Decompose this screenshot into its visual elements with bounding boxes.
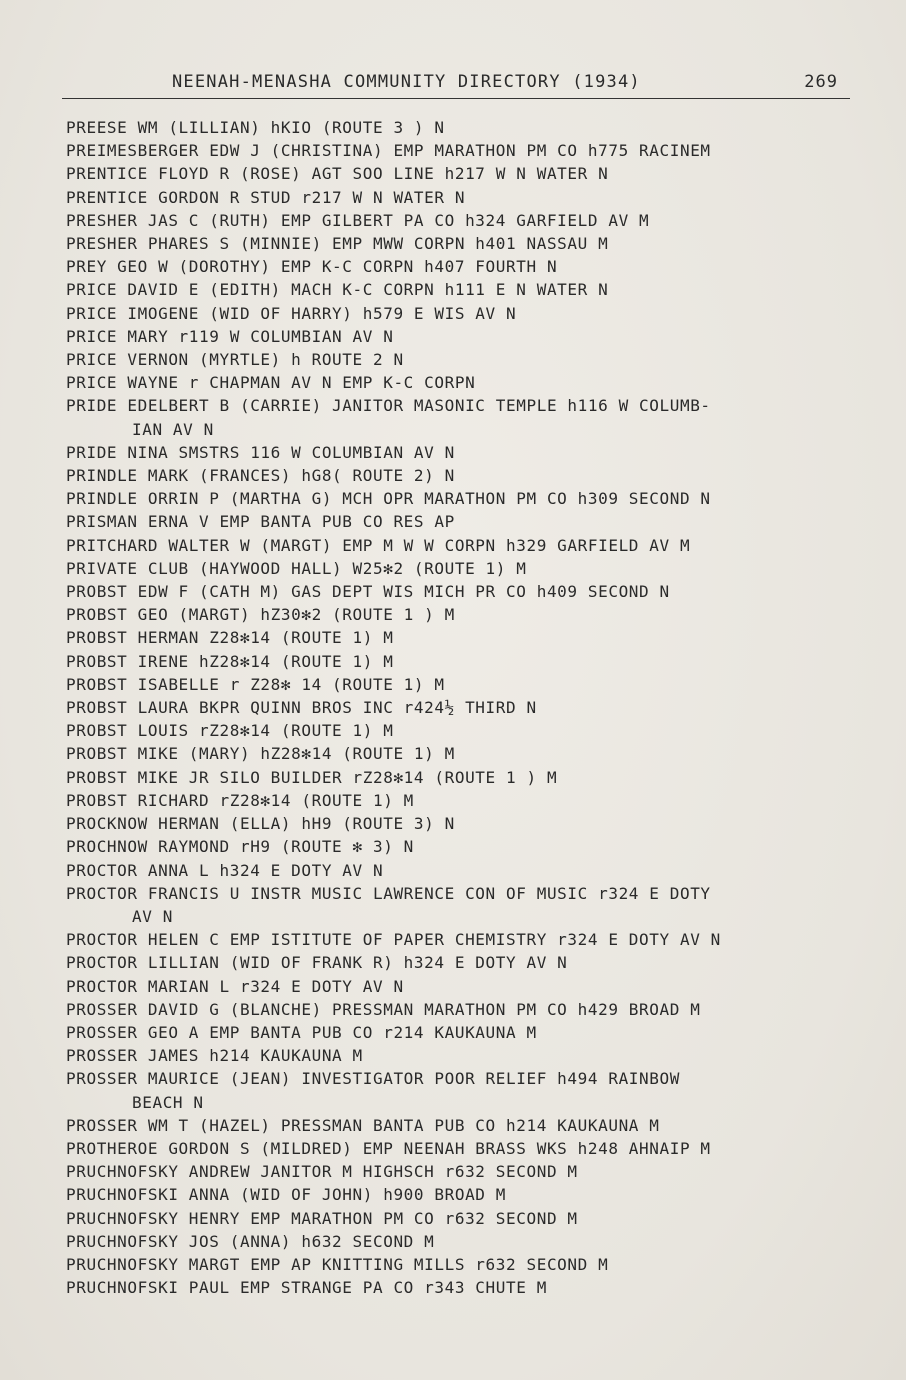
directory-entry: PROCKNOW HERMAN (ELLA) hH9 (ROUTE 3) N	[66, 814, 455, 834]
directory-entry: PROBST MIKE JR SILO BUILDER rZ28✻14 (ROUTE 1 ) M	[66, 767, 558, 787]
directory-entry: PRUCHNOFSKI ANNA (WID OF JOHN) h900 BROAD M	[66, 1185, 507, 1205]
directory-entry: PRINDLE ORRIN P (MARTHA G) MCH OPR MARATHON PM CO h309 SECOND N	[66, 489, 711, 509]
header-title: NEENAH-MENASHA COMMUNITY DIRECTORY (1934)	[172, 72, 641, 92]
directory-entry: PROSSER WM T (HAZEL) PRESSMAN BANTA PUB CO h214 KAUKAUNA M	[66, 1115, 660, 1135]
directory-entry: PROBST EDW F (CATH M) GAS DEPT WIS MICH PR CO h409 SECOND N	[66, 582, 670, 602]
directory-entry: PRICE WAYNE r CHAPMAN AV N EMP K-C CORPN	[66, 373, 476, 393]
directory-entry: PRUCHNOFSKY JOS (ANNA) h632 SECOND M	[66, 1231, 435, 1251]
directory-entry: PRUCHNOFSKY MARGT EMP AP KNITTING MILLS r632 SECOND M	[66, 1254, 609, 1274]
directory-entry: PROBST MIKE (MARY) hZ28✻14 (ROUTE 1) M	[66, 744, 455, 764]
directory-entry: PRESHER PHARES S (MINNIE) EMP MWW CORPN h401 NASSAU M	[66, 234, 609, 254]
directory-entry: PREIMESBERGER EDW J (CHRISTINA) EMP MARATHON PM CO h775 RACINEM	[66, 141, 711, 161]
directory-entry: PRIDE NINA SMSTRS 116 W COLUMBIAN AV N	[66, 442, 455, 462]
directory-entry: PROSSER GEO A EMP BANTA PUB CO r214 KAUKAUNA M	[66, 1022, 537, 1042]
directory-entry-continuation: IAN AV N	[132, 419, 214, 439]
directory-entry: PROSSER MAURICE (JEAN) INVESTIGATOR POOR RELIEF h494 RAINBOW	[66, 1069, 680, 1089]
directory-entry: PREESE WM (LILLIAN) hKIO (ROUTE 3 ) N	[66, 118, 445, 137]
directory-entry: PROBST RICHARD rZ28✻14 (ROUTE 1) M	[66, 790, 414, 810]
page-header	[62, 70, 850, 99]
directory-entry: PRUCHNOFSKI PAUL EMP STRANGE PA CO r343 CHUTE M	[66, 1278, 547, 1298]
directory-entry: PROCTOR HELEN C EMP ISTITUTE OF PAPER CHEMISTRY r324 E DOTY AV N	[66, 930, 721, 950]
directory-entry: PRISMAN ERNA V EMP BANTA PUB CO RES AP	[66, 512, 455, 532]
page-number: 269	[804, 72, 838, 92]
directory-entry: PROBST IRENE hZ28✻14 (ROUTE 1) M	[66, 651, 394, 671]
directory-entry: PRUCHNOFSKY HENRY EMP MARATHON PM CO r632 SECOND M	[66, 1208, 578, 1228]
directory-entry: PRITCHARD WALTER W (MARGT) EMP M W W CORPN h329 GARFIELD AV M	[66, 535, 691, 555]
directory-entry-continuation: AV N	[132, 906, 173, 926]
directory-entry: PRINDLE MARK (FRANCES) hG8( ROUTE 2) N	[66, 466, 455, 486]
directory-entry: PROBST GEO (MARGT) hZ30✻2 (ROUTE 1 ) M	[66, 605, 455, 625]
directory-entry: PROCTOR ANNA L h324 E DOTY AV N	[66, 860, 384, 880]
directory-entry: PROBST ISABELLE r Z28✻ 14 (ROUTE 1) M	[66, 674, 445, 694]
directory-entry: PROCHNOW RAYMOND rH9 (ROUTE ✻ 3) N	[66, 837, 414, 857]
directory-entries	[66, 116, 866, 1299]
directory-entry: PROSSER JAMES h214 KAUKAUNA M	[66, 1046, 363, 1066]
directory-entry: PRIDE EDELBERT B (CARRIE) JANITOR MASONIC TEMPLE h116 W COLUMB-	[66, 396, 711, 416]
directory-entry: PROCTOR MARIAN L r324 E DOTY AV N	[66, 976, 404, 996]
directory-entry: PROSSER DAVID G (BLANCHE) PRESSMAN MARATHON PM CO h429 BROAD M	[66, 999, 701, 1019]
directory-entry: PROBST HERMAN Z28✻14 (ROUTE 1) M	[66, 628, 394, 648]
directory-entry: PRICE IMOGENE (WID OF HARRY) h579 E WIS AV N	[66, 303, 517, 323]
directory-entry: PROBST LAURA BKPR QUINN BROS INC r424½ THIRD N	[66, 698, 537, 718]
directory-entry: PRICE VERNON (MYRTLE) h ROUTE 2 N	[66, 350, 404, 370]
directory-entry: PROCTOR LILLIAN (WID OF FRANK R) h324 E DOTY AV N	[66, 953, 568, 973]
directory-entry: PREY GEO W (DOROTHY) EMP K-C CORPN h407 FOURTH N	[66, 257, 558, 277]
directory-entry: PRIVATE CLUB (HAYWOOD HALL) W25✻2 (ROUTE 1) M	[66, 558, 527, 578]
directory-entry: PRICE MARY r119 W COLUMBIAN AV N	[66, 326, 394, 346]
directory-entry: PROBST LOUIS rZ28✻14 (ROUTE 1) M	[66, 721, 394, 741]
directory-entry: PRICE DAVID E (EDITH) MACH K-C CORPN h111 E N WATER N	[66, 280, 609, 300]
directory-entry: PROTHEROE GORDON S (MILDRED) EMP NEENAH BRASS WKS h248 AHNAIP M	[66, 1138, 711, 1158]
directory-entry-continuation: BEACH N	[132, 1092, 204, 1112]
directory-entry: PRENTICE FLOYD R (ROSE) AGT SOO LINE h217 W N WATER N	[66, 164, 609, 184]
directory-entry: PROCTOR FRANCIS U INSTR MUSIC LAWRENCE CON OF MUSIC r324 E DOTY	[66, 883, 711, 903]
directory-entry: PRUCHNOFSKY ANDREW JANITOR M HIGHSCH r632 SECOND M	[66, 1162, 578, 1182]
directory-entry: PRENTICE GORDON R STUD r217 W N WATER N	[66, 187, 466, 207]
directory-entry: PRESHER JAS C (RUTH) EMP GILBERT PA CO h324 GARFIELD AV M	[66, 210, 650, 230]
